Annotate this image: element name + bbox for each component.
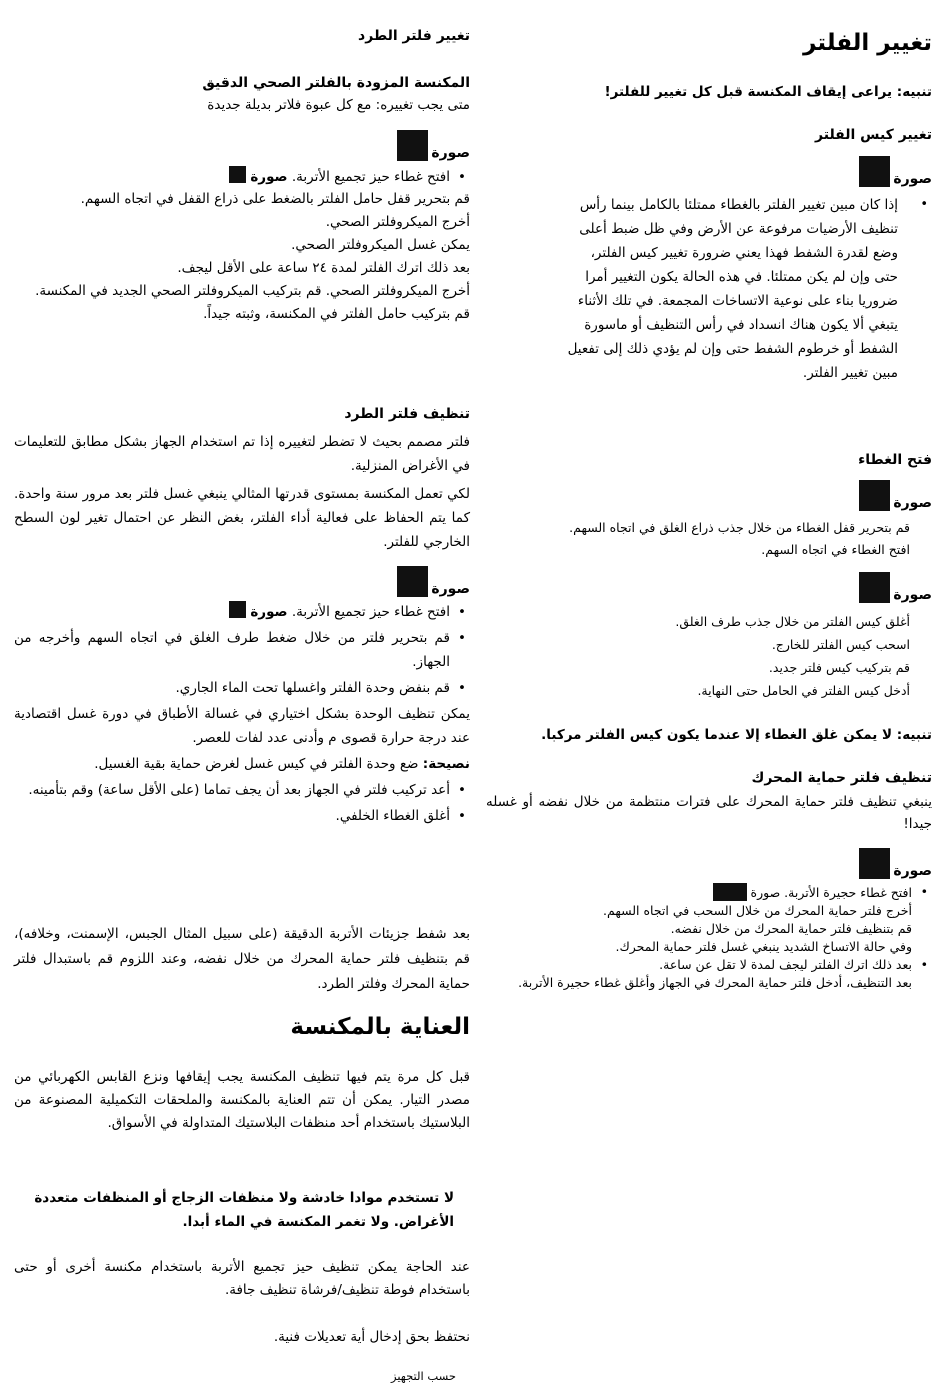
motor-step-bullet: • افتح غطاء حجيرة الأتربة. صورة [492, 883, 932, 902]
technical-changes-note: نحتفظ بحق إدخال أية تعديلات فنية. [273, 1329, 470, 1345]
care-paragraph: قبل كل مرة يتم فيها تنظيف المكنسة يجب إيقافها ونزع القابس الكهربائي من مصدر التيار. يمكن أن تتم العناية بالمكنسة والملحقات التكميلية المصنوعة من البلاستيك باستخدام أحد منظفات البلاستيك المتداولة في الأسواق. [14, 1069, 470, 1131]
bag-step: اسحب كيس الفلتر للخارج. [771, 637, 910, 652]
figure-placeholder [229, 601, 246, 618]
figure-label: صورة [250, 604, 288, 620]
open-cover-heading: فتح الغطاء [858, 452, 932, 468]
open-cover-line: قم بتحرير قفل الغطاء من خلال جذب ذراع الغلق في اتجاه السهم. [569, 520, 910, 535]
equipment-note: حسب التجهيز [390, 1369, 456, 1383]
figure-label: صورة [893, 587, 932, 603]
warning-switch-off: تنبيه: يراعى إيقاف المكنسة قبل كل تغيير للفلتر! [604, 84, 932, 100]
care-title: العناية بالمكنسة [290, 1014, 470, 1040]
fine-dust-paragraph: بعد شفط جزيئات الأتربة الدقيقة (على سبيل المثال الجبس، الإسمنت، وخلافه)، قم بتنظيف فلتر حماية المحرك من خلال نفضه، وعند اللزوم قم باستبدال فلتر حماية المحرك وفلتر الطرد. [14, 926, 470, 992]
figure-ref [859, 480, 932, 511]
figure-label: صورة [431, 145, 470, 161]
micro-filter-heading: المكنسة المزودة بالفلتر الصحي الدقيق [202, 75, 470, 91]
filter-change-title: تغيير الفلتر [803, 30, 932, 56]
bag-paragraph: • إذا كان مبين تغيير الفلتر بالغطاء ممتلئا بالكامل بينما رأس تنظيف الأرضيات مرفوعة عن الأرض وفي ظل ضبط أعلى وضع لقدرة الشفط فهذا يعني ضرورة تغيير كيس الفلتر، حتى وإن لم يكن ممتلئا. في هذه الحالة يكون التغيير أمرا ضروريا بناء على نوعية الاتساخات المجمعة. في تلك الأثناء يتبغي ألا يكون هناك انسداد في رأس التنظيف أو ماسورة الشفط أو خرطوم الشفط حتى وإن لم يؤدي ذلك إلى تفعيل مبين تغيير الفلتر. [486, 193, 932, 385]
motor-step: بعد ذلك اترك الفلتر ليجف لمدة لا تقل عن ساعة. [659, 957, 912, 972]
exhaust-step: أغلق الغطاء الخلفي. [335, 808, 450, 824]
care-dust-paragraph: عند الحاجة يمكن تنظيف حيز تجميع الأتربة باستخدام مكنسة أخرى أو حتى باستخدام فوطة تنظيف/فرشاة تنظيف جافة. [14, 1259, 470, 1298]
figure-label: صورة [893, 863, 932, 879]
micro-step: افتح غطاء حيز تجميع الأتربة. [291, 169, 450, 185]
figure-ref [859, 156, 932, 187]
tip-label: نصيحة: [422, 756, 470, 772]
exhaust-steps [14, 600, 470, 828]
figure-placeholder [859, 572, 890, 603]
motor-step: وفي حالة الاتساخ الشديد ينبغي غسل فلتر حماية المحرك. [615, 939, 912, 954]
figure-label: صورة [893, 171, 932, 187]
micro-steps [14, 166, 470, 326]
exhaust-step: قم بتحرير فلتر من خلال ضغط طرف الغلق في اتجاه السهم وأخرجه من الجهاز. [14, 630, 450, 670]
figure-placeholder [713, 883, 747, 901]
figure-placeholder [229, 166, 246, 183]
exhaust-paragraph-1: فلتر مصمم بحيث لا تضطر لتغييره إذا تم استخدام الجهاز بشكل مطابق للتعليمات في الأغراض المنزلية. [14, 434, 470, 474]
figure-ref [859, 848, 932, 879]
bag-step: أغلق كيس الفلتر من خلال جذب طرف الغلق. [675, 614, 910, 629]
dishwasher-note: يمكن تنظيف الوحدة بشكل اختياري في غسالة الأطباق في دورة غسل اقتصادية عند درجة حرارة قصوى م وأدنى عدد لفات للعصر. [14, 706, 470, 746]
exhaust-step: افتح غطاء حيز تجميع الأتربة. [291, 604, 450, 620]
figure-label: صورة [431, 581, 470, 597]
tip-note [14, 752, 470, 776]
tip-text: ضع وحدة الفلتر في كيس غسل لغرض حماية بقية الغسيل. [94, 756, 423, 772]
exhaust-paragraph-2: لكي تعمل المكنسة بمستوى قدرتها المثالي ينبغي غسل فلتر بعد مرور سنة واحدة. كما يتم الحفاظ على فعالية أداء الفلتر، بغض النظر عن احتمال تغير لون السطح الخارجي للفلتر. [14, 486, 470, 550]
micro-filter-when: متى يجب تغييره: مع كل عبوة فلاتر بديلة جديدة [207, 97, 470, 113]
exhaust-clean-heading: تنظيف فلتر الطرد [344, 406, 470, 422]
exhaust-step: أعد تركيب فلتر في الجهاز بعد أن يجف تماما (على الأقل ساعة) وقم بتأمينه. [28, 782, 450, 798]
micro-line: قم بتركيب حامل الفلتر في المكنسة، وثبته جيداً. [203, 306, 470, 322]
figure-placeholder [397, 130, 428, 161]
micro-line: أخرج الميكروفلتر الصحي. قم بتركيب الميكروفلتر الصحي الجديد في المكنسة. [35, 283, 470, 299]
exhaust-step-bullet: • افتح غطاء حيز تجميع الأتربة. صورة [14, 600, 470, 624]
micro-line: قم بتحرير قفل حامل الفلتر بالضغط على ذراع القفل في اتجاه السهم. [80, 191, 470, 207]
figure-label: صورة [893, 495, 932, 511]
open-cover-line: افتح الغطاء في اتجاه السهم. [761, 542, 910, 557]
motor-step: بعد التنظيف، أدخل فلتر حماية المحرك في الجهاز وأغلق غطاء حجيرة الأتربة. [518, 975, 912, 990]
figure-placeholder [859, 480, 890, 511]
care-warning: لا تستخدم موادا خادشة ولا منظفات الزجاج أو المنظفات متعددة الأغراض. ولا تغمر المكنسة في الماء أبدا. [34, 1190, 454, 1230]
figure-ref [397, 130, 470, 161]
micro-step-bullet: • افتح غطاء حيز تجميع الأتربة. صورة [14, 166, 470, 188]
figure-placeholder [859, 848, 890, 879]
warning-bag-inserted: تنبيه: لا يمكن غلق الغطاء إلا عندما يكون كيس الفلتر مركبا. [541, 727, 932, 743]
motor-step: أخرج فلتر حماية المحرك من خلال السحب في اتجاه السهم. [603, 903, 912, 918]
exhaust-step-bullet: • قم بنفض وحدة الفلتر واغسلها تحت الماء الجاري. [175, 680, 466, 696]
exhaust-step-bullet: • أغلق الغطاء الخلفي. [335, 808, 466, 824]
figure-ref [859, 572, 932, 603]
motor-step-bullet: • بعد ذلك اترك الفلتر ليجف لمدة لا تقل عن ساعة. [659, 957, 928, 972]
micro-line: يمكن غسل الميكروفلتر الصحي. [291, 237, 470, 253]
motor-step: قم بتنظيف فلتر حماية المحرك من خلال نفضه. [670, 921, 912, 936]
bag-steps [675, 610, 910, 702]
micro-line: بعد ذلك اترك الفلتر لمدة ٢٤ ساعة على الأقل ليجف. [177, 260, 470, 276]
exhaust-change-title: تغيير فلتر الطرد [358, 28, 470, 44]
motor-step: افتح غطاء حجيرة الأتربة. صورة [750, 885, 912, 900]
exhaust-step: قم بنفض وحدة الفلتر واغسلها تحت الماء الجاري. [175, 680, 450, 696]
figure-placeholder [859, 156, 890, 187]
bag-step: قم بتركيب كيس فلتر جديد. [768, 660, 910, 675]
figure-placeholder [397, 566, 428, 597]
micro-line: أخرج الميكروفلتر الصحي. [325, 214, 470, 230]
bag-step: أدخل كيس الفلتر في الحامل حتى النهاية. [697, 683, 910, 698]
open-cover-text [490, 517, 910, 561]
exhaust-step-bullet: • أعد تركيب فلتر في الجهاز بعد أن يجف تماما (على الأقل ساعة) وقم بتأمينه. [28, 782, 466, 798]
motor-filter-heading: تنظيف فلتر حماية المحرك [751, 770, 932, 786]
motor-steps [492, 883, 932, 992]
exhaust-step-bullet: • قم بتحرير فلتر من خلال ضغط طرف الغلق في اتجاه السهم وأخرجه من الجهاز. [14, 630, 466, 670]
bag-change-heading: تغيير كيس الفلتر [815, 127, 932, 143]
figure-label: صورة [250, 169, 288, 185]
motor-filter-paragraph: ينبغي تنظيف فلتر حماية المحرك على فترات منتظمة من خلال نفضه أو غسله جيدا! [486, 794, 932, 832]
bag-list [486, 193, 932, 385]
figure-ref [397, 566, 470, 597]
